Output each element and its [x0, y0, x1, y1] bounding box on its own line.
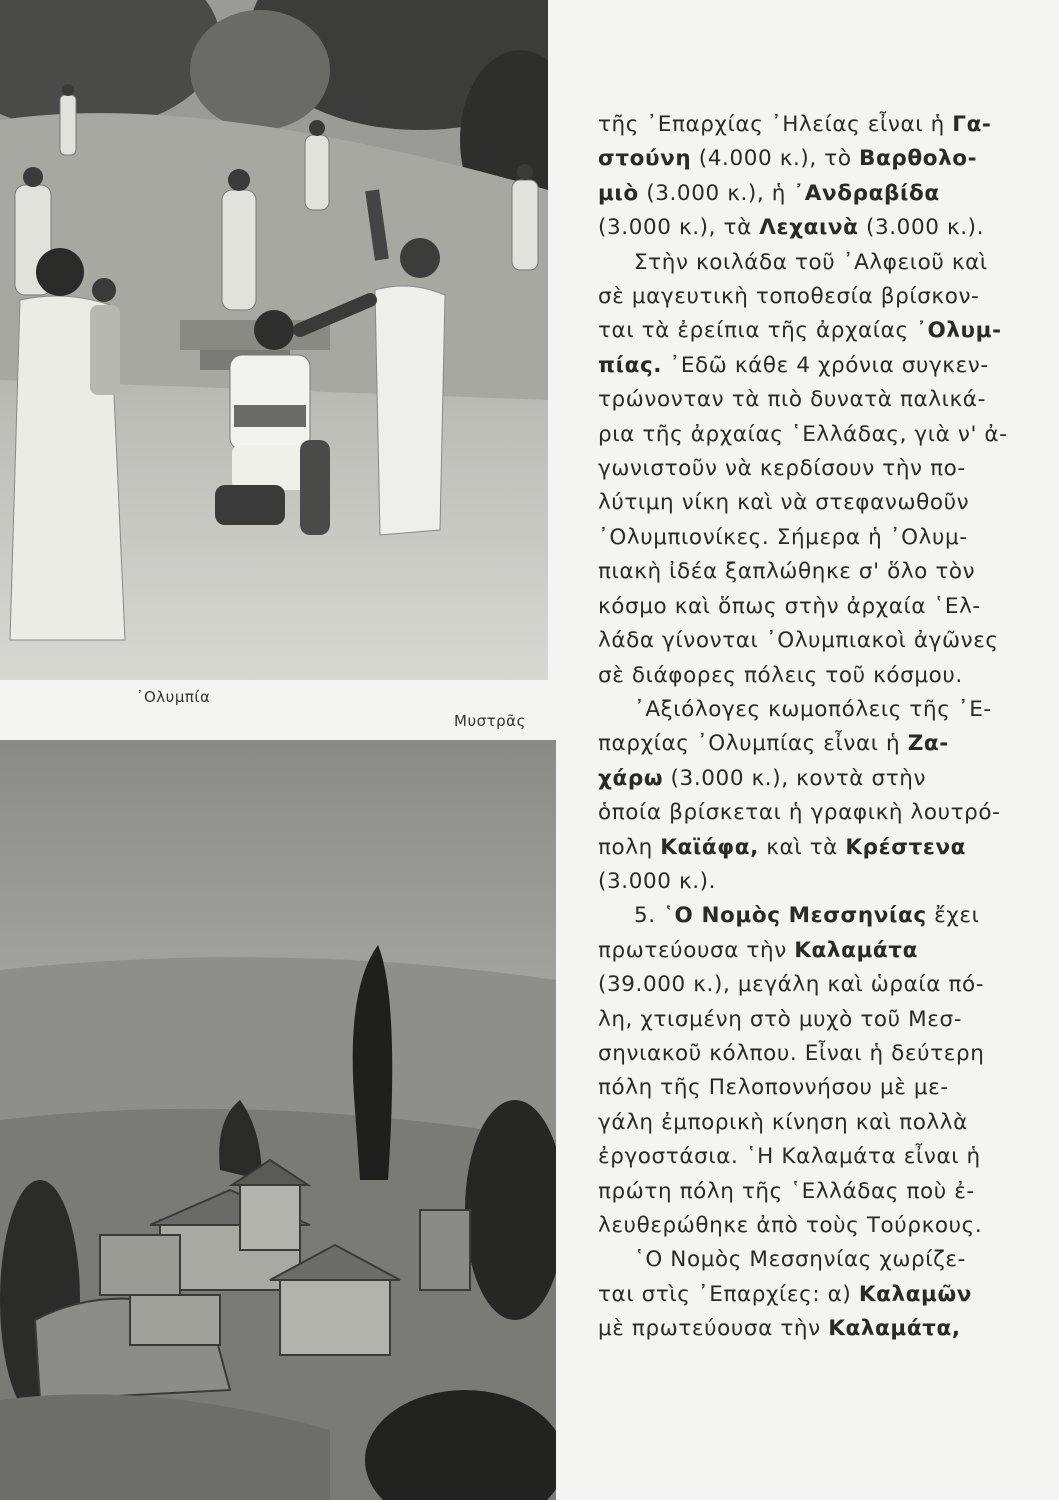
- text-line: [598, 624, 1038, 658]
- bold-term: χάρω: [598, 765, 664, 791]
- text-run: σὲ μαγευτικὴ τοποθεσία βρίσκον-: [598, 284, 980, 310]
- text-run: λευθερώθηκε ἀπὸ τοὺς Τούρκους.: [598, 1213, 983, 1238]
- text-line: [598, 934, 1038, 968]
- mystras-photo: [0, 740, 556, 1500]
- text-run: ᾿Αξιόλογες κωμοπόλεις τῆς ᾿Ε-: [634, 696, 992, 722]
- paragraph: [598, 108, 1038, 246]
- bold-term: Καϊάφα,: [660, 834, 759, 860]
- text-line: [598, 968, 1038, 1002]
- text-line: [598, 246, 1038, 280]
- text-line: [598, 177, 1038, 211]
- bold-term: μιὸ: [598, 180, 639, 206]
- paragraph: [598, 693, 1038, 899]
- text-line: [598, 418, 1038, 452]
- text-line: [598, 108, 1038, 142]
- text-run: πρωτεύουσα τὴν: [598, 937, 795, 963]
- text-line: [598, 1278, 1038, 1312]
- text-line: [598, 383, 1038, 417]
- text-run: πιακὴ ἰδέα ξαπλώθηκε σ' ὅλο τὸν: [598, 559, 976, 585]
- bold-term: Γα-: [952, 112, 992, 137]
- bold-term: ᾿Ολυμ-: [916, 318, 1002, 344]
- olympia-caption: ᾿Ολυμπία: [136, 688, 211, 706]
- text-line: [598, 693, 1038, 727]
- bold-term: Λεχαινὰ: [759, 215, 859, 241]
- text-run: ᾿Ολυμπιονίκες. Σήμερα ἡ ᾿Ολυμ-: [598, 524, 968, 550]
- text-run: λη, χτισμένη στὸ μυχὸ τοῦ Μεσ-: [598, 1006, 963, 1032]
- text-run: μὲ πρωτεύουσα τὴν: [598, 1316, 829, 1342]
- bold-term: ῾Ο Νομὸς Μεσσηνίας: [663, 903, 927, 929]
- text-line: [598, 762, 1038, 796]
- bold-term: Κρέστενα: [845, 834, 967, 860]
- text-line: [598, 1209, 1038, 1243]
- text-run: τρώνονταν τὰ πιὸ δυνατὰ παλικά-: [598, 387, 986, 413]
- text-line: [598, 1140, 1038, 1174]
- text-run: ἐργοστάσια. ῾Η Καλαμάτα εἶναι ἡ: [598, 1144, 981, 1170]
- article-text: [598, 108, 1038, 1347]
- text-line: [598, 590, 1038, 624]
- text-line: [598, 521, 1038, 555]
- text-run: καὶ τὰ: [758, 834, 846, 860]
- text-run: γωνιστοῦν νὰ κερδίσουν τὴν πο-: [598, 456, 966, 482]
- text-line: [598, 1175, 1038, 1209]
- text-line: [598, 1003, 1038, 1037]
- text-line: [598, 1071, 1038, 1105]
- text-line: [598, 486, 1038, 520]
- text-run: (3.000 κ.), τὰ: [598, 215, 760, 241]
- text-line: [598, 727, 1038, 761]
- text-line: [598, 142, 1038, 176]
- text-run: ᾿Εδῶ κάθε 4 χρόνια συγκεν-: [662, 352, 989, 378]
- text-line: [598, 831, 1038, 865]
- text-run: ρια τῆς ἀρχαίας ῾Ελλάδας, γιὰ ν' ἀ-: [598, 421, 1008, 447]
- text-line: [598, 452, 1038, 486]
- text-run: ἔχει: [926, 903, 980, 929]
- paragraph: [598, 246, 1038, 693]
- text-run: (3.000 κ.).: [858, 215, 985, 241]
- text-run: σηνιακοῦ κόλπου. Εἶναι ἡ δεύτερη: [598, 1040, 985, 1066]
- mystras-caption: Μυστρᾶς: [454, 712, 526, 730]
- bold-term: ᾿Ανδραβίδα: [793, 180, 940, 206]
- text-run: λύτιμη νίκη καὶ νὰ στεφανωθοῦν: [598, 490, 970, 516]
- text-run: πολη: [598, 834, 661, 860]
- text-run: ῾Ο Νομὸς Μεσσηνίας χωρίζε-: [634, 1247, 967, 1273]
- text-line: [598, 1106, 1038, 1140]
- text-run: (39.000 κ.), μεγάλη καὶ ὡραία πό-: [598, 972, 985, 998]
- text-run: (4.000 κ.), τὸ: [691, 146, 860, 172]
- text-line: [598, 1037, 1038, 1071]
- text-run: τῆς ᾿Επαρχίας ᾿Ηλείας εἶναι ἡ: [598, 112, 953, 137]
- bold-term: στούνη: [598, 146, 692, 172]
- text-run: πόλη τῆς Πελοποννήσου μὲ με-: [598, 1075, 949, 1101]
- bold-term: Καλαμάτα: [794, 937, 918, 963]
- text-line: [598, 796, 1038, 830]
- paragraph: [598, 1243, 1038, 1346]
- paragraph: [598, 899, 1038, 1243]
- text-run: πρώτη πόλη τῆς ῾Ελλάδας ποὺ ἐ-: [598, 1178, 975, 1204]
- text-run: (3.000 κ.).: [598, 868, 717, 894]
- bold-term: Ζα-: [907, 731, 949, 757]
- text-line: [598, 349, 1038, 383]
- text-line: [598, 280, 1038, 314]
- bold-term: πίας.: [598, 352, 663, 378]
- text-run: ὁποία βρίσκεται ἡ γραφικὴ λουτρό-: [598, 800, 1001, 826]
- text-run: (3.000 κ.), κοντὰ στὴν: [663, 765, 927, 791]
- text-line: [598, 211, 1038, 245]
- text-line: [598, 659, 1038, 693]
- text-run: κόσμο καὶ ὅπως στὴν ἀρχαία ῾Ελ-: [598, 593, 981, 619]
- text-line: [598, 865, 1038, 899]
- bold-term: Καλαμῶν: [858, 1281, 973, 1307]
- bold-term: Βαρθολο-: [859, 146, 978, 172]
- text-run: (3.000 κ.), ἡ: [638, 180, 794, 206]
- text-run: 5.: [634, 903, 664, 929]
- text-run: Στὴν κοιλάδα τοῦ ᾿Αλφειοῦ καὶ: [634, 249, 988, 275]
- bold-term: Καλαμάτα,: [828, 1316, 961, 1342]
- text-line: [598, 899, 1038, 933]
- text-line: [598, 555, 1038, 589]
- text-run: σὲ διάφορες πόλεις τοῦ κόσμου.: [598, 662, 963, 688]
- text-line: [598, 314, 1038, 348]
- text-line: [598, 1312, 1038, 1346]
- olympia-photo: [0, 0, 548, 680]
- text-run: λάδα γίνονται ᾿Ολυμπιακοὶ ἀγῶνες: [598, 628, 999, 654]
- text-run: γάλη ἐμπορικὴ κίνηση καὶ πολλὰ: [598, 1109, 968, 1135]
- text-line: [598, 1243, 1038, 1277]
- text-run: παρχίας ᾿Ολυμπίας εἶναι ἡ: [598, 731, 908, 757]
- text-run: ται τὰ ἐρείπια τῆς ἀρχαίας: [598, 318, 917, 344]
- text-run: ται στὶς ᾿Επαρχίες: α): [598, 1281, 859, 1307]
